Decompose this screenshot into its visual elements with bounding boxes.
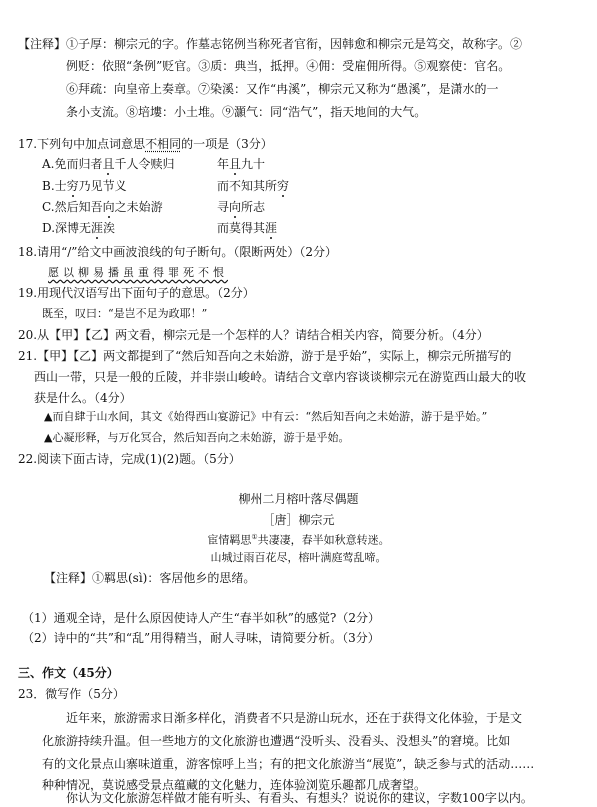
notes-line-3: ⑥拜疏：向皇帝上奏章。⑦染溪：又作“冉溪”，柳宗元又称为“愚溪”，是潇水的一 [66, 82, 499, 96]
q21-line-3: 获是什么。（4分） [34, 391, 132, 405]
notes-header: 【注释】 [18, 37, 67, 51]
q17-option-a-left: A.免而归者且千人令赎归 [42, 157, 175, 171]
q17-option-d-right: 而莫得其涯 [217, 221, 278, 235]
poem-line-2: 山城过雨百花尽，榕叶满庭莺乱啼。 [210, 551, 387, 564]
notes-line-4: 条小支流。⑧培塿：小土堆。⑨灝气：同“浩气”，指天地间的大气。 [66, 105, 427, 119]
q17-option-b-right: 而不知其所穷 [217, 179, 290, 193]
poem-line-1: 宦情羁思①共凄凄，春半如秋意转迷。 [207, 533, 390, 547]
poem-title: 柳州二月榕叶落尽偶题 [238, 492, 359, 506]
q19-sentence: 既至，叹曰：“是岂不足为政耶！” [42, 307, 208, 320]
q23-para-line-3: 有的文化景点山寨味道重，游客惊呼上当；有的把文化旅游当“展览”，缺乏参与式的活动…… [42, 757, 535, 771]
q17-option-a-right: 年且九十 [217, 157, 266, 171]
notes-line-1: 【注释】①子厚：柳宗元的字。作墓志铭例当称死者官衔，因韩愈和柳宗元是笃交，故称字。② [18, 37, 523, 51]
q21-line-1: 21.【甲】【乙】两文都提到了“然后知吾向之未始游，游于是乎始”，实际上，柳宗元所描写的 [18, 349, 512, 363]
section3-heading: 三、作文（45分） [18, 666, 119, 680]
q23-para-line-5: 你认为文化旅游怎样做才能有听头、有看头、有想头？说说你的建议，字数100字以内。 [66, 791, 533, 805]
q23-para-line-4: 种种情况，莫说感受景点蕴藏的文化魅力，连体验浏览乐趣都几成奢望。 [42, 778, 427, 792]
q18-wavy-sentence: 愿以柳易播虽重得罪死不恨 [48, 266, 228, 279]
q21-bullet-1: ▲而自肆于山水间，其文《始得西山宴游记》中有云：“然后知吾向之未始游，游于是乎始。” [44, 410, 488, 423]
notes-line-2: 例贬：依照“条例”贬官。③质：典当，抵押。④佣：受雇佣所得。⑤观察使：官名。 [66, 59, 511, 73]
q21-line-2: 西山一带，只是一般的丘陵，并非崇山峻岭。请结合文章内容谈谈柳宗元在游览西山最大的收 [34, 370, 527, 384]
q17-option-d-left: D.深博无涯涘 [42, 221, 116, 235]
q23-para-line-2: 化旅游持续升温。但一些地方的文化旅游也遭遇“没听头、没看头、没想头”的窘境。比如 [42, 734, 511, 748]
q19-stem: 19.用现代汉语写出下面句子的意思。（2分） [18, 286, 255, 300]
poem-note: 【注释】①羁思(sì)：客居他乡的思绪。 [44, 571, 256, 585]
q18-stem: 18.请用“/”给文中画波浪线的句子断句。（限断两处）（2分） [18, 245, 338, 259]
q22-sub-2: （2）诗中的“共”和“乱”用得精当，耐人寻味，请简要分析。（3分） [22, 631, 380, 645]
q17-option-b-left: B.士穷乃见节义 [42, 179, 127, 193]
q21-bullet-2: ▲心凝形释，与万化冥合，然后知吾向之未始游，游于是乎始。 [44, 431, 350, 444]
q20-stem: 20.从【甲】【乙】两文看，柳宗元是一个怎样的人？请结合相关内容，简要分析。（4分） [18, 328, 489, 342]
q17-option-c-right: 寻向所志 [217, 200, 266, 214]
q17-stem: 17.下列句中加点词意思不相同的一项是（3分） [18, 137, 273, 151]
poem-author: ［唐］柳宗元 [262, 513, 335, 527]
q22-stem: 22.阅读下面古诗，完成(1)(2)题。（5分） [18, 452, 241, 466]
q23-para-line-1: 近年来，旅游需求日渐多样化，消费者不只是游山玩水，还在于获得文化体验，于是文 [66, 711, 523, 725]
q17-option-c-left: C.然后知吾向之未始游 [42, 200, 163, 214]
q23-title: 23．微写作（5分） [18, 687, 125, 701]
q22-sub-1: （1）通观全诗，是什么原因使诗人产生“春半如秋”的感觉?（2分） [22, 611, 380, 625]
q17-dotted-phrase: 不相同 [145, 137, 182, 151]
